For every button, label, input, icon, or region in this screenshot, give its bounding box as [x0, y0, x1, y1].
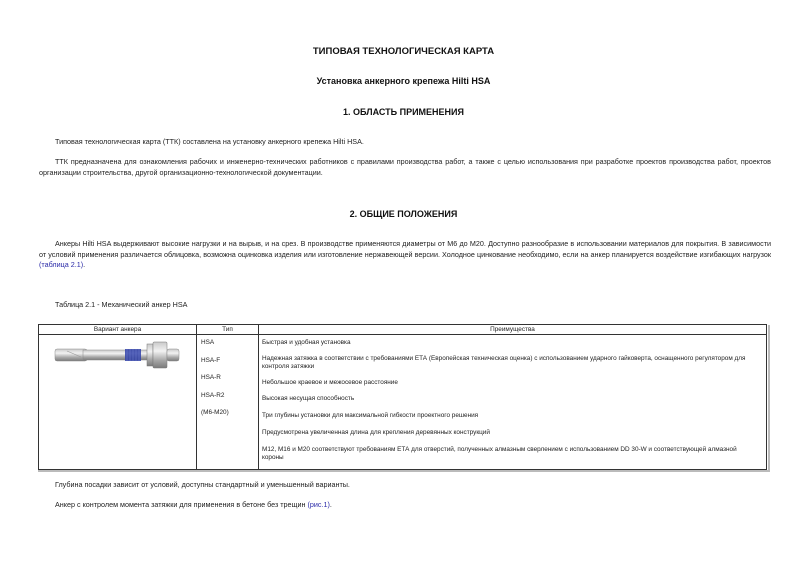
table-header-row [39, 325, 767, 335]
section2-heading: 2. ОБЩИЕ ПОЛОЖЕНИЯ [349, 209, 458, 219]
header-advantages: Преимущества [259, 325, 767, 335]
advantages-cell [259, 335, 767, 470]
advantage-item: Небольшое краевое и межосевое расстояние [262, 379, 398, 386]
section1-heading: 1. ОБЛАСТЬ ПРИМЕНЕНИЯ [343, 107, 464, 117]
section2-para3 [55, 500, 332, 511]
table-caption: Таблица 2.1 - Механический анкер HSA [55, 300, 188, 309]
type-cell [197, 335, 259, 470]
advantage-item: Высокая несущая способность [262, 395, 355, 402]
section2-para1-end: . [83, 260, 86, 269]
section2-para1-text: Анкеры Hilti HSA выдерживают высокие нагрузки и на вырыв, и на срез. В производстве применяются диаметры от М6 до М20. Доступно разнообразие в использовании материалов для покрытия. В зависимости от условий применения различается облицовка, возможна оцинковка изделия или изготовление нержавеющей версии. Холодное цинкование необходимо, если на анкер планируется воздействие изгибающих нагрузок [39, 239, 771, 259]
section2-para3-end: . [329, 500, 332, 509]
advantage-item: Быстрая и удобная установка [262, 339, 351, 346]
advantage-item: М12, М16 и М20 соответствуют требованиям ЕТА для отверстий, полученных алмазным сверлением с использованием DD 30-W и соответствующей алмазной короны [262, 446, 737, 461]
table-row [39, 335, 767, 470]
advantage-item: Три глубины установки для максимальной гибкости проектного решения [262, 412, 479, 419]
type-item: HSA-F [201, 356, 221, 364]
advantage-item: Надежная затяжка в соответствии с требованиями ЕТА (Европейская техническая оценка) с использованием ударного гайковерта, оснащенного регулятором для контроля затяжки [262, 355, 746, 370]
document-subtitle: Установка анкерного крепежа Hilti HSA [316, 76, 491, 86]
section2-para3-text: Анкер с контролем момента затяжки для применения в бетоне без трещин [55, 500, 308, 509]
hilti-hsa-anchor-bolt-icon [53, 339, 189, 369]
anchor-table [38, 324, 767, 470]
table-2-1-link[interactable]: (таблица 2.1) [39, 260, 84, 269]
type-item: HSA-R [201, 374, 221, 381]
table-shadow-right [768, 325, 770, 471]
advantage-item: Предусмотрена увеличенная длина для крепления деревянных конструкций [262, 429, 490, 436]
table-shadow-bottom [38, 470, 770, 472]
type-item: (М6-М20) [201, 409, 229, 416]
section1-para2: ТТК предназначена для ознакомления рабочих и инженерно-технических работников с правилами производства работ, а также с целью использования при разработке проектов производства работ, проектов организации строительства, другой организационно-технологической документации. [39, 157, 771, 177]
section2-para1 [39, 239, 771, 271]
figure-1-link[interactable]: (рис.1) [307, 500, 330, 509]
header-type: Тип [197, 325, 259, 335]
anchor-image-cell [39, 335, 197, 470]
section2-para2: Глубина посадки зависит от условий, доступны стандартный и уменьшенный варианты. [55, 480, 350, 489]
type-item: HSA-R2 [201, 391, 225, 399]
type-item: HSA [201, 339, 215, 346]
section1-para1: Типовая технологическая карта (ТТК) составлена на установку анкерного крепежа Hilti HSA. [55, 137, 364, 146]
header-variant: Вариант анкера [39, 325, 197, 335]
document-title: ТИПОВАЯ ТЕХНОЛОГИЧЕСКАЯ КАРТА [312, 46, 495, 57]
